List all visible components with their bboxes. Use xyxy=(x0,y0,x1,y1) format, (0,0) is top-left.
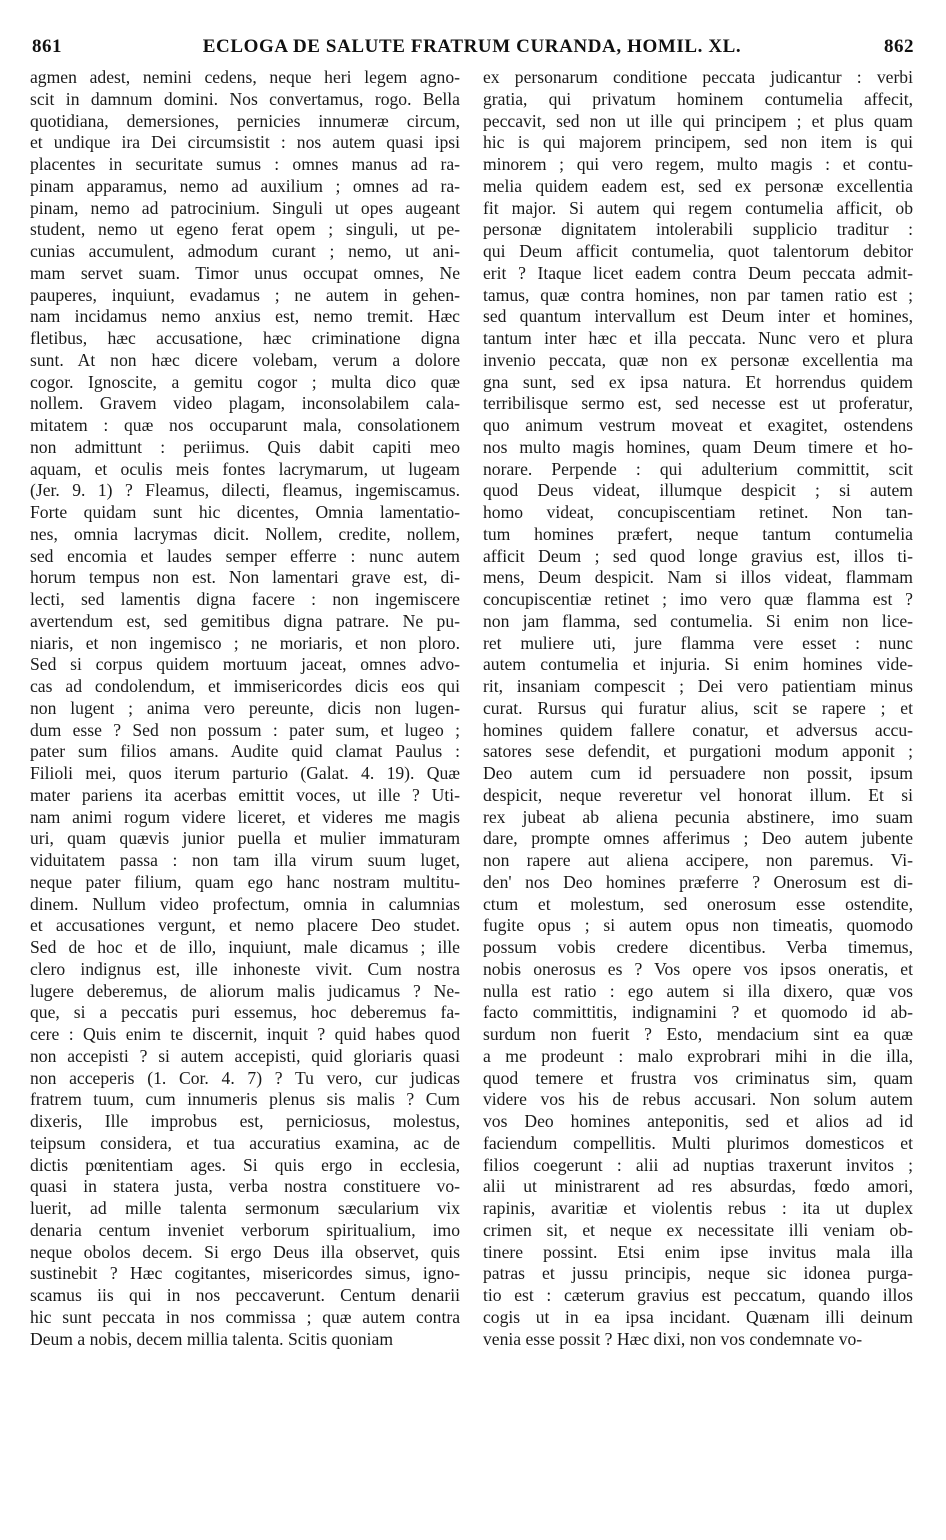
text-line: non lugent ; anima vero pereunte, dicis non lugen- xyxy=(30,697,460,718)
text-line: surdum non fuerit ? Esto, mendacium sint ea quæ xyxy=(483,1024,913,1044)
text-line: fit major. Si autem qui regem contumelia afficit, ob xyxy=(483,197,913,218)
text-line: Filioli mei, quos iterum parturio (Galat. 4. 19). Quæ xyxy=(30,763,460,783)
text-line: sed encomia et laudes semper efferre : nunc autem xyxy=(30,545,460,566)
running-title: ECLOGA DE SALUTE FRATRUM CURANDA, HOMIL. XL. xyxy=(202,36,742,57)
text-line: Deum a nobis, decem millia talenta. Scitis quoniam xyxy=(30,1328,394,1349)
text-line: cunias accumulent, admodum curant ; nemo, ut ani- xyxy=(30,241,460,261)
text-line: denaria centum inveniet verborum spiritualium, imo xyxy=(30,1219,460,1240)
text-line: Sed de hoc et de illo, inquiunt, male dicamus ; ille xyxy=(30,937,460,957)
text-line: horum tempus non est. Non lamentari grave est, di- xyxy=(30,567,460,588)
running-header xyxy=(30,36,914,60)
text-line: et undique ira Dei circumsistit : nos autem quasi ipsi xyxy=(30,132,460,153)
text-line: non acceperis (1. Cor. 4. 7) ? Tu vero, cur judicas xyxy=(30,1067,460,1088)
text-line: quod temere et frustra vos criminatus sim, quam xyxy=(483,1067,913,1088)
text-line: tum homines præfert, neque tantum contumelia xyxy=(483,523,913,544)
text-line: fugite opus ; si autem opus non timeatis, quomodo xyxy=(483,915,913,936)
text-line: Forte quidam sunt hic dicentes, Omnia lamentatio- xyxy=(30,502,460,522)
text-line: invenio peccata, quæ non ex personæ excellentia ma xyxy=(483,349,913,370)
text-line: tinere possint. Etsi enim ipse invitus mala illa xyxy=(483,1241,913,1262)
text-line: Deo autem cum id persuadere non possit, ipsum xyxy=(483,763,913,783)
text-line: nos multo magis homines, quam Deum timere et ho- xyxy=(483,436,913,457)
text-line: afficit Deum ; sed quod longe gravius est, illos ti- xyxy=(483,545,913,566)
text-line: quotidiana, demersiones, pernicies innumeræ circum, xyxy=(30,110,460,131)
text-line: dictis pœnitentiam ages. Si quis ergo in ecclesia, xyxy=(30,1154,460,1175)
text-line: mam servet suam. Timor unus occupat omnes, Ne xyxy=(30,262,460,283)
text-line: uri, quam quævis junior puella et mulier immaturam xyxy=(30,828,460,849)
page-number-left: 861 xyxy=(32,36,62,57)
text-line: alii ut ministrarent ad res absurdas, fœdo amori, xyxy=(483,1176,913,1197)
text-line: rit, insaniam compescit ; Dei vero patientiam minus xyxy=(483,676,913,696)
text-line: melia quidem eadem est, sed ex personæ excellentia xyxy=(483,175,913,196)
text-line: teipsum considera, et tua accuratius examina, ac de xyxy=(30,1132,460,1153)
text-line: hic sunt peccata in nos commissa ; quæ autem contra xyxy=(30,1306,460,1327)
text-line: scit in damnum domini. Nos convertamus, rogo. Bella xyxy=(30,88,460,109)
text-line: neque obolos decem. Si ergo Deus illa observet, quis xyxy=(30,1241,460,1262)
text-line: niaris, et non ingemisco ; ne moriaris, et non ploro. xyxy=(30,632,460,653)
right-text-column xyxy=(483,67,913,1350)
text-line: rapinis, avaritiæ et violentis rebus : ita ut duplex xyxy=(483,1198,913,1218)
text-line: mitatem : quæ nos occuparunt mala, consolationem xyxy=(30,415,460,435)
text-line: et accusationes vergunt, et nemo placere Deo studet. xyxy=(30,915,460,936)
text-line: quo animum vestrum moveat et exagitet, ostendens xyxy=(483,415,913,435)
text-line: cogor. Ignoscite, a gemitu cogor ; multa dico quæ xyxy=(30,371,460,392)
text-line: student, nemo ut egeno ferat opem ; singuli, ut pe- xyxy=(30,219,460,240)
text-line: den' nos Deo homines præferre ? Onerosum est di- xyxy=(483,871,913,892)
text-line: fletibus, hæc accusatione, hæc criminatione digna xyxy=(30,328,460,348)
text-line: nes, omnia lacrymas dicit. Nollem, credite, nollem, xyxy=(30,523,460,544)
text-line: erit ? Itaque licet eadem contra Deum peccata admit- xyxy=(483,262,913,283)
text-line: quod Deus videat, illumque despicit ; si autem xyxy=(483,480,913,501)
text-line: placentes in securitate sumus : omnes manus ad ra- xyxy=(30,154,460,174)
text-line: venia esse possit ? Hæc dixi, non vos condemnate vo- xyxy=(483,1328,863,1349)
text-line: crimen sit, et neque ex necessitate illi veniam ob- xyxy=(483,1219,913,1240)
text-line: non accepisti ? si autem accepisti, quid gloriaris quasi xyxy=(30,1045,460,1066)
text-line: neque pater filium, quam ego hanc nostram multitu- xyxy=(30,871,460,892)
text-line: terribilisque sermo est, sed necesse est ut proferatur, xyxy=(483,393,913,414)
text-line: nam animi rogum videre liceret, et videres me magis xyxy=(30,806,460,827)
text-line: nobis onerosus es ? Vos opere vos ipsos oneratis, et xyxy=(483,958,913,979)
text-line: a me prodeunt : malo exprobrari mihi in die illa, xyxy=(483,1045,913,1066)
text-line: satores sese defendit, et purgationi modum apponit ; xyxy=(483,741,913,762)
text-line: non jam flamma, sed contumelia. Si enim non lice- xyxy=(483,610,913,631)
text-line: luerit, ad mille talenta sermonum sæcularium vix xyxy=(30,1198,460,1218)
text-line: qui Deum afficit contumelia, quot talentorum debitor xyxy=(483,241,913,261)
text-line: mens, Deum despicit. Nam si illos videat, flammam xyxy=(483,567,913,588)
text-line: Sed si corpus quidem mortuum jaceat, omnes advo- xyxy=(30,654,460,675)
text-line: ret muliere uti, jure flamma vere esset : nunc xyxy=(483,632,913,653)
text-line: non admittunt : periimus. Quis dabit capiti meo xyxy=(30,436,460,457)
text-line: peccavit, sed non ut ille qui principem ; et plus quam xyxy=(483,110,913,131)
text-line: faciendum compellitis. Multi plurimos domesticos et xyxy=(483,1132,913,1153)
text-line: gratia, qui privatum hominem contumelia affecit, xyxy=(483,88,913,109)
text-line: aquam, et oculis meis fontes lacrymarum, ut lugeam xyxy=(30,458,460,479)
text-line: vos Deo homines anteponitis, sed et alios ad id xyxy=(483,1111,913,1131)
text-line: ex personarum conditione peccata judicantur : verbi xyxy=(483,67,913,87)
left-text-column xyxy=(30,67,460,1350)
text-line: homo videat, concupiscentiam retinet. Non tan- xyxy=(483,502,913,522)
text-line: minorem ; qui vero regem, multo magis : et contu- xyxy=(483,154,913,174)
text-line: dare, prompte omnes afferimus ; Deo autem jubente xyxy=(483,828,913,849)
text-line: personæ dignitatem intolerabili supplicio traditur : xyxy=(483,219,913,240)
text-line: nollem. Gravem video plagam, inconsolabilem cala- xyxy=(30,393,460,414)
text-line: tio est : cæterum gravius est peccatum, quando illos xyxy=(483,1285,913,1305)
text-line: filios coegerunt : alii ad nuptias traxerunt invitos ; xyxy=(483,1154,913,1175)
text-line: possum vobis credere dicentibus. Verba timemus, xyxy=(483,937,913,957)
text-line: dinem. Nullum video profectum, omnia in calumnias xyxy=(30,893,460,914)
text-line: concupiscentiæ retinet ; imo vero quæ flamma est ? xyxy=(483,589,913,609)
text-line: clero indignus est, ille inhoneste vivit. Cum nostra xyxy=(30,958,460,979)
text-line: curat. Rursus qui furatur alius, scit se rapere ; et xyxy=(483,697,913,718)
text-line: lecti, sed lamentis digna facere : non ingemiscere xyxy=(30,589,460,609)
text-line: (Jer. 9. 1) ? Fleamus, dilecti, fleamus, ingemiscamus. xyxy=(30,480,460,501)
text-line: nulla est ratio : ego autem si illa dixero, quæ vos xyxy=(483,980,913,1001)
text-line: pauperes, inquiunt, evadamus ; ne autem in gehen- xyxy=(30,284,460,305)
text-line: despicit, neque reveretur vel honorat illum. Et si xyxy=(483,784,913,805)
text-line: sed quantum intervallum est Deum inter et homines, xyxy=(483,306,913,327)
text-line: cere : Quis enim te discernit, inquit ? quid habes quod xyxy=(30,1024,460,1044)
text-line: tantum inter hæc et illa peccata. Nunc vero et plura xyxy=(483,328,913,348)
text-line: dixeris, Ille improbus est, perniciosus, molestus, xyxy=(30,1111,460,1131)
text-line: tamus, quæ contra homines, non par tamen ratio est ; xyxy=(483,284,913,305)
text-line: avertendum est, sed gemitibus digna patrare. Ne pu- xyxy=(30,610,460,631)
text-line: lugere deberemus, de aliorum malis judicamus ? Ne- xyxy=(30,980,460,1001)
text-line: patras et jussu principis, neque sic idonea purga- xyxy=(483,1263,913,1284)
text-line: mater pariens ita acerbas emittit voces, ut ille ? Uti- xyxy=(30,784,460,805)
text-line: non rapere aut aliena accipere, non paremus. Vi- xyxy=(483,850,913,870)
text-line: homines quidem fallere conatur, et adversus accu- xyxy=(483,719,913,740)
text-line: pinam, nemo ad patrocinium. Singuli ut opes augeant xyxy=(30,197,460,218)
text-line: ctum et molestum, sed onerosum esse ostendite, xyxy=(483,893,913,914)
text-line: cogis ut in ea ipsa incidant. Quænam illi deinum xyxy=(483,1306,913,1327)
text-line: videre vos his de rebus accusari. Non solum autem xyxy=(483,1089,913,1110)
text-line: autem contumelia et injuria. Si enim homines vide- xyxy=(483,654,913,675)
text-line: rex jubeat ab aliena pecunia abstinere, imo suam xyxy=(483,806,913,827)
text-line: gna sunt, sed ex ipsa natura. Et horrendus quidem xyxy=(483,371,913,392)
text-line: pater sum filios amans. Audite quid clamat Paulus : xyxy=(30,741,460,762)
text-line: hic is qui majorem principem, sed non item is qui xyxy=(483,132,913,153)
text-line: facto committitis, indignamini ? et quomodo id ab- xyxy=(483,1002,913,1023)
text-line: norare. Perpende : qui adulterium committit, scit xyxy=(483,458,913,479)
text-line: nam incidamus nemo anxius est, nemo tremit. Hæc xyxy=(30,306,460,327)
page-number-right: 862 xyxy=(884,36,914,57)
text-line: cas ad condolendum, et immisericordes dicis eos qui xyxy=(30,676,460,696)
text-line: pinam apparamus, nemo ad auxilium ; omnes ad ra- xyxy=(30,175,460,196)
text-line: agmen adest, nemini cedens, neque heri legem agno- xyxy=(30,67,460,87)
text-line: fratrem tuum, cum innumeris plenus sis malis ? Cum xyxy=(30,1089,460,1110)
text-line: sustinebit ? Hæc cogitantes, misericordes simus, igno- xyxy=(30,1263,460,1284)
text-line: viduitatem passa : non tam illa virum suum luget, xyxy=(30,850,460,870)
text-line: sunt. At non hæc dicere volebam, verum a dolore xyxy=(30,349,460,370)
text-line: quasi in statera justa, verba nostra constituere vo- xyxy=(30,1176,460,1197)
text-line: que, si a peccatis puri essemus, hoc deberemus fa- xyxy=(30,1002,460,1023)
text-line: dum esse ? Sed non possum : pater sum, et lugeo ; xyxy=(30,719,460,740)
text-line: scamus iis qui in nos peccaverunt. Centum denarii xyxy=(30,1285,460,1305)
